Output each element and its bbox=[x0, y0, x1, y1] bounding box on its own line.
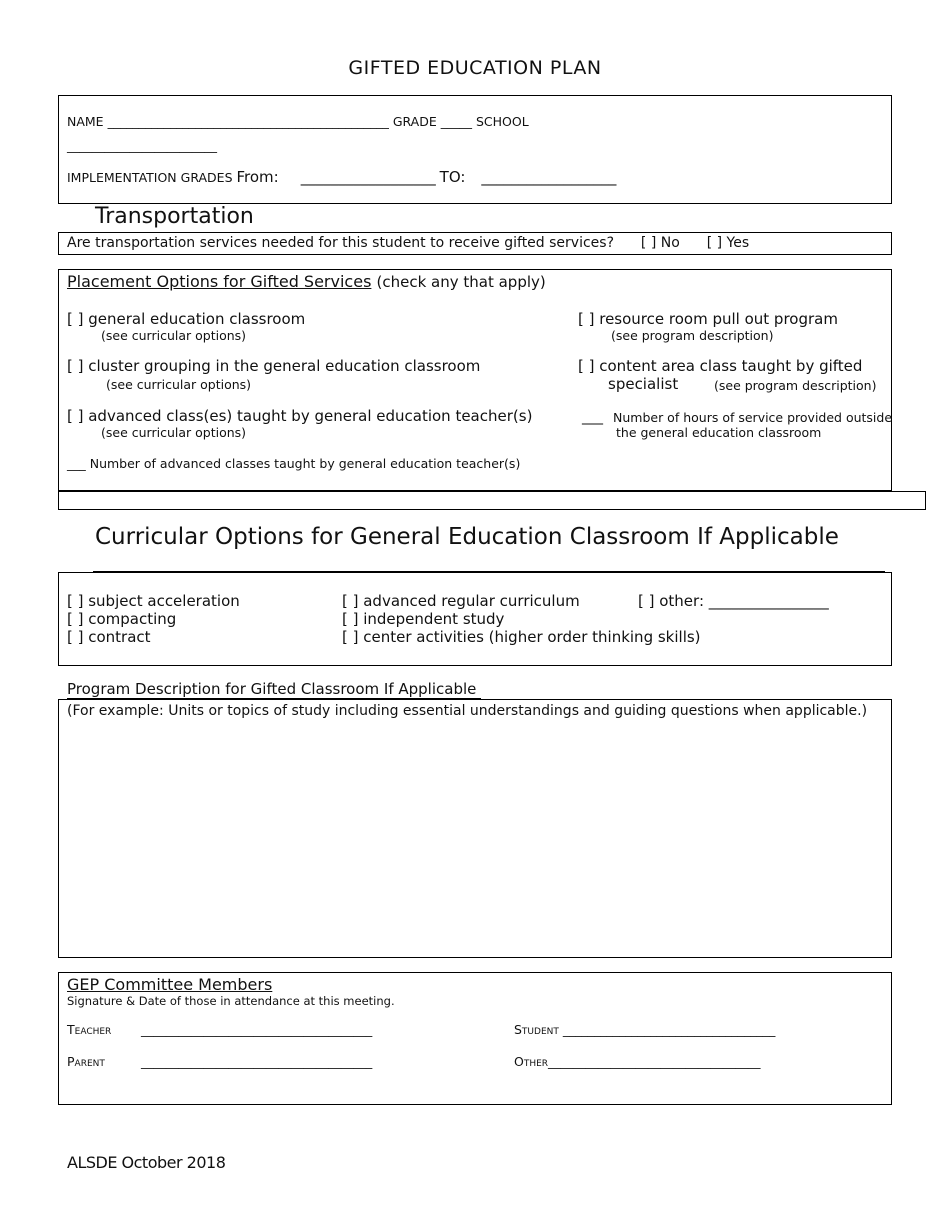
service-hours-label: Number of hours of service provided outside bbox=[613, 410, 893, 425]
curricular-independent-study[interactable]: [ ] independent study bbox=[342, 610, 505, 628]
parent-signature-field[interactable]: _____________________________________ bbox=[141, 1054, 373, 1069]
to-field[interactable]: __________________ bbox=[481, 168, 617, 186]
other-signature-field[interactable]: __________________________________ bbox=[548, 1054, 761, 1069]
from-field[interactable]: __________________ bbox=[300, 168, 436, 186]
option-note: (see curricular options) bbox=[101, 425, 247, 440]
school-label: SCHOOL bbox=[475, 114, 529, 129]
option-content-area-class-cont: specialist bbox=[608, 375, 679, 393]
to-label: TO: bbox=[439, 168, 466, 186]
transportation-heading: Transportation bbox=[95, 204, 254, 229]
option-content-area-class[interactable]: [ ] content area class taught by gifted bbox=[578, 357, 863, 375]
footer-text: ALSDE October 2018 bbox=[67, 1153, 226, 1172]
advanced-classes-count-field[interactable]: ___ Number of advanced classes taught by general education teacher(s) bbox=[67, 456, 521, 471]
curricular-advanced-regular[interactable]: [ ] advanced regular curriculum bbox=[342, 592, 580, 610]
placement-heading: Placement Options for Gifted Services bbox=[67, 272, 372, 291]
committee-subheading: Signature & Date of those in attendance at this meeting. bbox=[67, 994, 395, 1008]
option-note: (see curricular options) bbox=[106, 377, 252, 392]
from-label: From: bbox=[236, 168, 279, 186]
service-hours-label: the general education classroom bbox=[616, 425, 822, 440]
school-field[interactable]: ________________________ bbox=[67, 138, 217, 153]
curricular-other[interactable]: [ ] other: ________________ bbox=[638, 592, 829, 610]
committee-heading: GEP Committee Members bbox=[67, 975, 273, 994]
grade-field[interactable]: _____ bbox=[440, 114, 472, 129]
implementation-label: IMPLEMENTATION GRADES bbox=[67, 170, 233, 185]
implementation-row bbox=[67, 168, 616, 186]
program-description-example: (For example: Units or topics of study including essential understandings and guiding questions when applicable.) bbox=[67, 703, 868, 719]
placement-footer-strip bbox=[58, 491, 926, 510]
parent-label: Parent bbox=[67, 1054, 105, 1069]
teacher-label: Teacher bbox=[67, 1022, 112, 1037]
curricular-contract[interactable]: [ ] contract bbox=[67, 628, 151, 646]
program-description-box[interactable] bbox=[58, 699, 892, 958]
student-label: Student bbox=[514, 1022, 559, 1037]
curricular-center-activities[interactable]: [ ] center activities (higher order thinking skills) bbox=[342, 628, 701, 646]
student-signature-field[interactable]: __________________________________ bbox=[562, 1022, 776, 1037]
program-description-heading: Program Description for Gifted Classroom If Applicable bbox=[67, 680, 477, 698]
option-note: (see program description) bbox=[714, 378, 877, 393]
placement-hint: (check any that apply) bbox=[376, 273, 546, 291]
option-resource-room[interactable]: [ ] resource room pull out program bbox=[578, 310, 838, 328]
transportation-row bbox=[67, 235, 749, 251]
option-note: (see program description) bbox=[611, 328, 774, 343]
option-note: (see curricular options) bbox=[101, 328, 247, 343]
other-row bbox=[514, 1054, 761, 1069]
placement-heading-row bbox=[67, 272, 546, 291]
option-general-education-classroom[interactable]: [ ] general education classroom bbox=[67, 310, 306, 328]
transportation-question: Are transportation services needed for this student to receive gifted services? bbox=[67, 235, 615, 251]
page-title: GIFTED EDUCATION PLAN bbox=[348, 57, 602, 79]
name-label: NAME bbox=[67, 114, 104, 129]
transportation-yes-checkbox[interactable]: [ ] Yes bbox=[706, 235, 750, 251]
teacher-signature-field[interactable]: _____________________________________ bbox=[141, 1022, 373, 1037]
service-hours-field[interactable]: ___ bbox=[582, 409, 603, 425]
name-field[interactable]: _____________________________________________ bbox=[107, 114, 389, 129]
option-cluster-grouping[interactable]: [ ] cluster grouping in the general education classroom bbox=[67, 357, 481, 375]
student-row bbox=[514, 1022, 775, 1037]
curricular-subject-acceleration[interactable]: [ ] subject acceleration bbox=[67, 592, 240, 610]
grade-label: GRADE bbox=[392, 114, 437, 129]
transportation-no-checkbox[interactable]: [ ] No bbox=[640, 235, 680, 251]
other-label: Other bbox=[514, 1054, 549, 1069]
curricular-compacting[interactable]: [ ] compacting bbox=[67, 610, 177, 628]
option-advanced-classes[interactable]: [ ] advanced class(es) taught by general education teacher(s) bbox=[67, 407, 533, 425]
name-row bbox=[67, 114, 529, 129]
curricular-heading: Curricular Options for General Education Classroom If Applicable bbox=[95, 524, 839, 550]
